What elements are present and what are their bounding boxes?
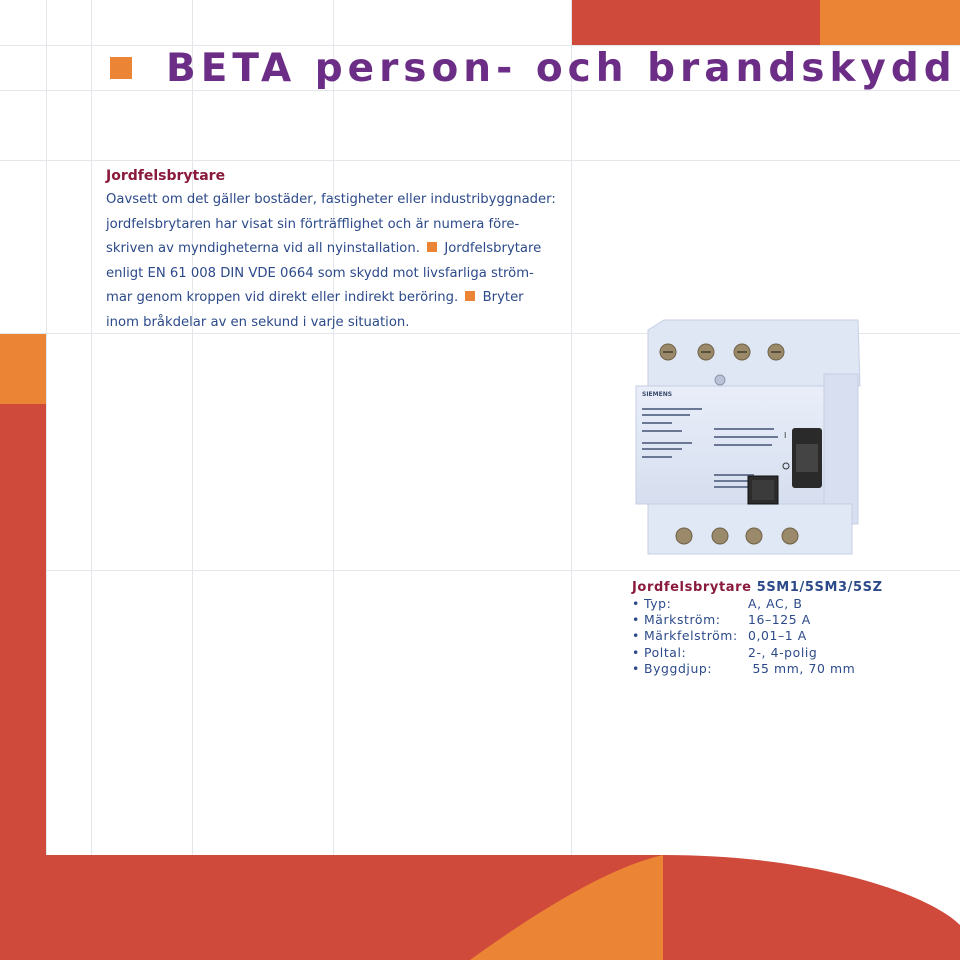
bullet-icon: • xyxy=(632,596,640,611)
brand-label: SIEMENS xyxy=(642,391,673,398)
bullet-square-icon xyxy=(427,242,437,252)
spec-label: Märkfelström: xyxy=(644,628,738,644)
left-orange-band xyxy=(0,334,46,404)
bottom-decoration xyxy=(0,855,960,960)
specs-heading-label: Jordfelsbrytare xyxy=(632,580,752,595)
spec-label: Typ: xyxy=(644,596,672,611)
specs-list xyxy=(632,596,855,677)
specs-model: 5SM1/5SM3/5SZ xyxy=(756,580,883,595)
body-line: skriven av myndigheterna vid all nyinstallation. xyxy=(106,241,420,256)
left-red-band xyxy=(0,404,46,855)
spec-value: 16–125 A xyxy=(748,612,811,628)
spec-value: 55 mm, 70 mm xyxy=(748,660,856,676)
product-image xyxy=(634,316,866,562)
title-square-icon xyxy=(110,57,132,79)
body-text xyxy=(106,188,558,335)
body-line: Oavsett om det gäller bostäder, fastigheter eller industribyggnader: xyxy=(106,192,556,207)
spec-label: Byggdjup: xyxy=(644,660,713,676)
spec-item xyxy=(632,645,855,661)
bullet-icon: • xyxy=(632,612,640,628)
body-line: jordfelsbrytaren har visat sin förträfflighet och är numera före- xyxy=(106,216,520,232)
spec-item xyxy=(632,628,855,644)
bullet-square-icon xyxy=(465,291,475,301)
spec-item xyxy=(632,661,855,677)
body-line: enligt EN 61 008 DIN VDE 0664 som skydd mot livsfarliga ström- xyxy=(106,265,534,281)
body-line: mar genom kroppen vid direkt eller indirekt beröring. xyxy=(106,290,459,305)
bullet-icon: • xyxy=(632,660,640,676)
svg-text:I: I xyxy=(784,431,787,440)
spec-value: 2-, 4-polig xyxy=(748,644,818,660)
body-line: inom bråkdelar av en sekund i varje situation. xyxy=(106,314,410,330)
spec-item xyxy=(632,596,855,612)
spec-value: 0,01–1 A xyxy=(748,628,807,644)
top-orange-band xyxy=(820,0,960,45)
spec-item xyxy=(632,612,855,628)
section-heading: Jordfelsbrytare xyxy=(106,168,226,184)
body-line: Jordfelsbrytare xyxy=(444,241,542,256)
specs-heading xyxy=(632,580,883,596)
bullet-icon: • xyxy=(632,644,640,660)
spec-label: Märkström: xyxy=(644,612,721,628)
bottom-red-band xyxy=(0,855,960,960)
page-title: BETA person- och brandskydd xyxy=(166,46,957,91)
spec-label: Poltal: xyxy=(644,644,687,660)
spec-value: A, AC, B xyxy=(748,596,803,611)
bullet-icon: • xyxy=(632,628,640,644)
body-line: Bryter xyxy=(482,290,524,305)
top-red-band xyxy=(572,0,820,45)
